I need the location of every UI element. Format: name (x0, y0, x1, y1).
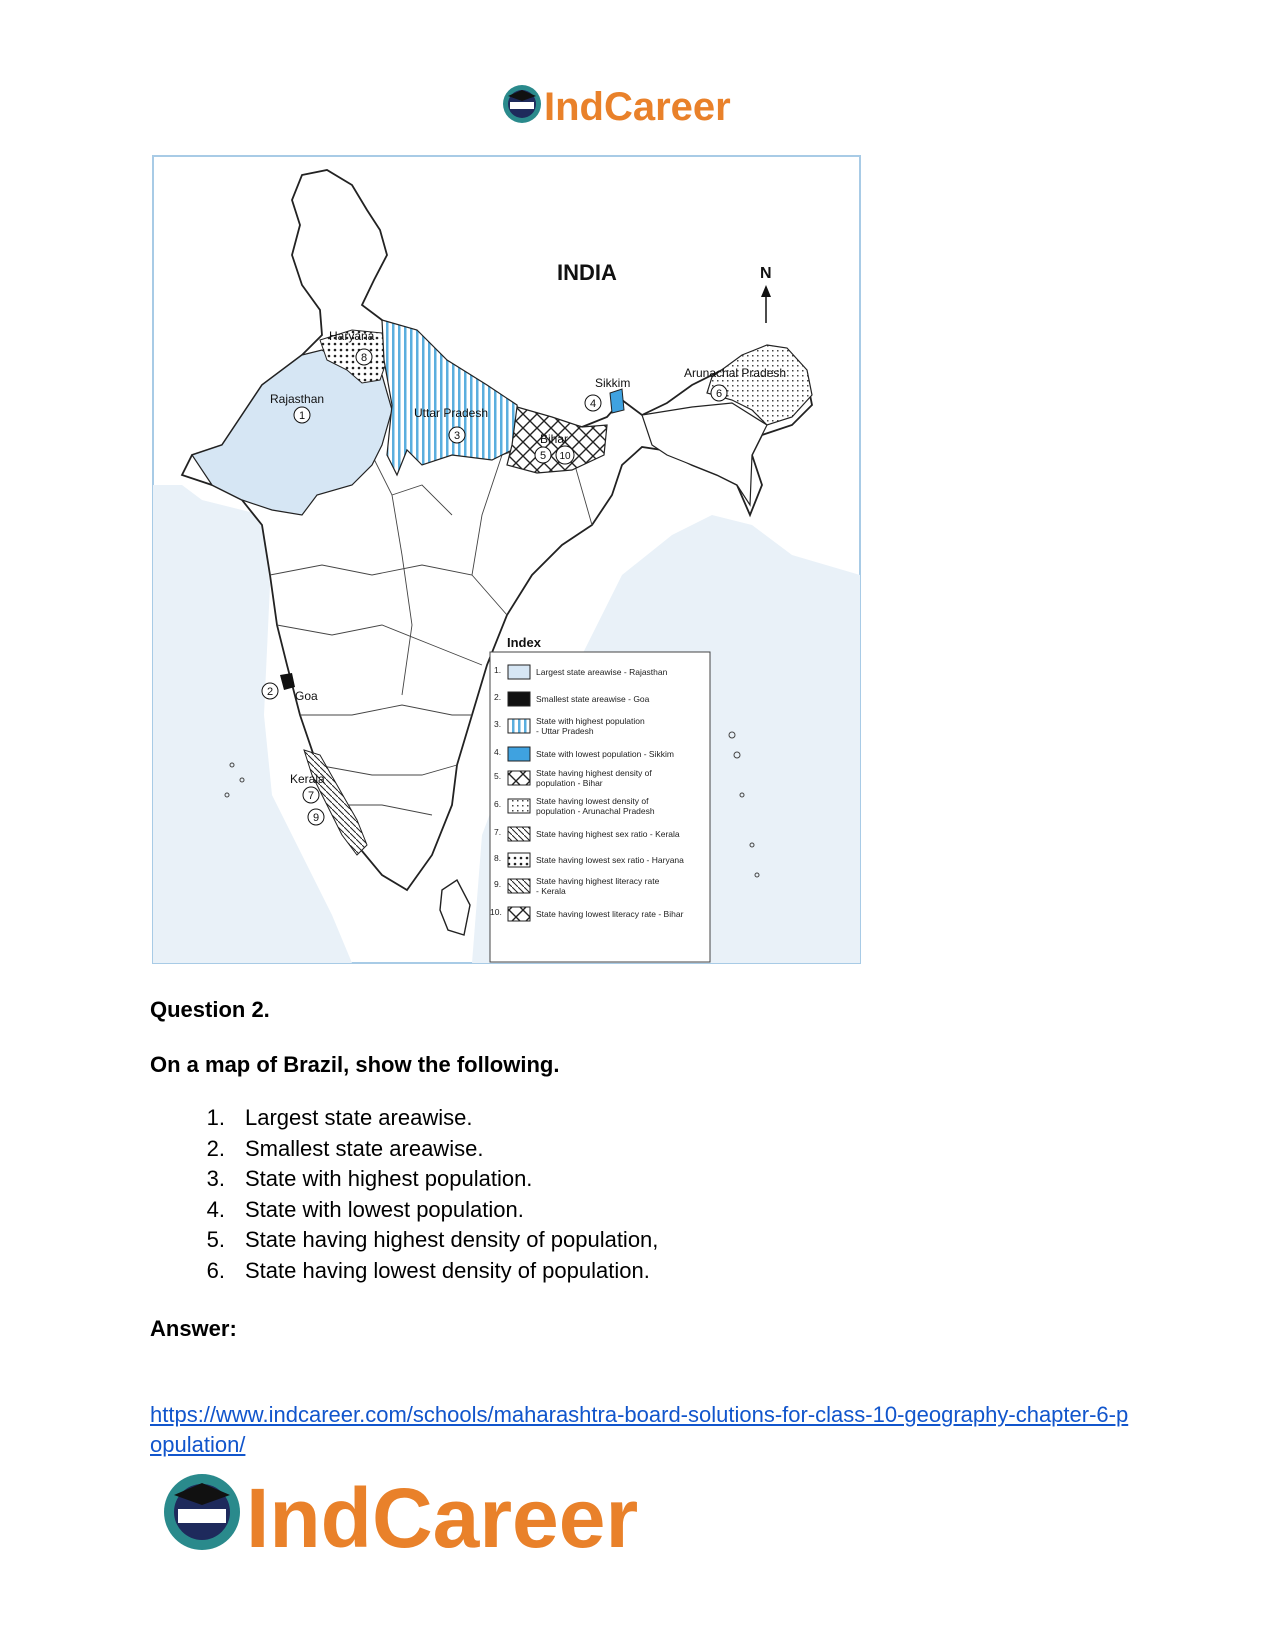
marker-8 (356, 349, 372, 365)
label-goa: Goa (295, 689, 318, 703)
map-index (490, 635, 710, 962)
svg-text:9: 9 (312, 812, 320, 824)
svg-text:3.: 3. (494, 719, 502, 729)
svg-text:10: 10 (559, 451, 571, 462)
index-row (490, 907, 684, 921)
label-uttar-pradesh: Uttar Pradesh (414, 406, 489, 420)
index-row (494, 827, 680, 841)
svg-text:State with lowest population -: State with lowest population - Sikkim (536, 749, 674, 759)
svg-text:population - Bihar: population - Bihar (536, 778, 603, 788)
marker-10 (556, 446, 574, 464)
question-list (150, 1103, 658, 1286)
label-rajasthan: Rajasthan (270, 392, 325, 406)
svg-text:7: 7 (307, 790, 315, 802)
svg-text:State having lowest sex ratio: State having lowest sex ratio - Haryana (536, 855, 684, 865)
marker-5 (535, 447, 551, 463)
svg-text:7.: 7. (494, 827, 502, 837)
svg-text:2.: 2. (494, 692, 502, 702)
logo-top (500, 80, 780, 128)
index-row (494, 796, 655, 816)
north-label: N (760, 265, 772, 282)
label-kerala: Kerala (290, 772, 325, 786)
svg-text:State having highest density o: State having highest density of (536, 768, 652, 778)
label-arunachal: Arunachal Pradesh (684, 366, 787, 380)
marker-7 (303, 787, 319, 803)
list-item: 2. Smallest state areawise. (206, 1135, 484, 1161)
marker-1 (294, 407, 310, 423)
svg-text:2: 2 (266, 686, 274, 698)
marker-2 (262, 683, 278, 699)
logo-globe-icon (503, 85, 541, 123)
sikkim-region (610, 389, 624, 413)
svg-text:population - Arunachal Pradesh: population - Arunachal Pradesh (536, 806, 655, 816)
svg-text:Smallest state areawise - Goa: Smallest state areawise - Goa (536, 694, 650, 704)
source-link[interactable]: https://www.indcareer.com/schools/maharashtra-board-solutions-for-class-10-geography-chapter-6-population/ (150, 1402, 1129, 1457)
question-title: Question 2. (150, 997, 270, 1022)
index-row (494, 853, 684, 867)
svg-text:8.: 8. (494, 853, 502, 863)
svg-text:State having highest sex ratio: State having highest sex ratio - Kerala (536, 829, 680, 839)
map-title: INDIA (557, 260, 617, 285)
question-text: On a map of Brazil, show the following. (150, 1052, 560, 1077)
svg-text:1: 1 (298, 410, 306, 422)
svg-text:4: 4 (589, 398, 597, 410)
svg-text:5: 5 (539, 450, 547, 462)
list-item: 3. State with highest population. (206, 1166, 533, 1191)
index-row (494, 665, 668, 679)
svg-text:8: 8 (360, 352, 368, 364)
list-item: 4. State with lowest population. (206, 1196, 524, 1222)
india-map (152, 155, 862, 965)
svg-text:Largest state areawise - Rajas: Largest state areawise - Rajasthan (536, 667, 668, 677)
index-row (494, 747, 674, 761)
svg-text:- Kerala: - Kerala (536, 886, 566, 896)
label-sikkim: Sikkim (595, 376, 631, 390)
svg-text:3: 3 (453, 430, 461, 442)
svg-text:10.: 10. (490, 907, 502, 917)
logo-globe-icon (164, 1474, 240, 1550)
svg-text:5.: 5. (494, 771, 502, 781)
marker-4 (585, 395, 601, 411)
svg-text:6: 6 (715, 388, 723, 400)
label-haryana: Haryana (329, 329, 375, 343)
index-row (494, 692, 650, 706)
index-title: Index (507, 635, 541, 650)
svg-text:State having highest literacy: State having highest literacy rate (536, 876, 660, 886)
list-item: 5. State having highest density of population, (206, 1227, 659, 1252)
svg-text:4.: 4. (494, 747, 502, 757)
logo-text: IndCareer (544, 85, 731, 128)
marker-3 (449, 427, 465, 443)
marker-9 (308, 809, 324, 825)
logo-text: IndCareer (246, 1471, 639, 1560)
svg-text:6.: 6. (494, 799, 502, 809)
logo-bottom (160, 1465, 700, 1560)
label-bihar: Bihar (540, 432, 569, 446)
svg-text:State having lowest literacy r: State having lowest literacy rate - Bihar (536, 909, 684, 919)
svg-text:State with highest population: State with highest population (536, 716, 645, 726)
list-item: 6. State having lowest density of population. (206, 1257, 650, 1283)
list-item: 1. Largest state areawise. (206, 1105, 473, 1130)
svg-text:- Uttar Pradesh: - Uttar Pradesh (536, 726, 594, 736)
svg-text:9.: 9. (494, 879, 502, 889)
svg-text:State having lowest density of: State having lowest density of (536, 796, 649, 806)
marker-6 (711, 385, 727, 401)
svg-text:1.: 1. (494, 665, 502, 675)
answer-label: Answer: (150, 1316, 237, 1341)
